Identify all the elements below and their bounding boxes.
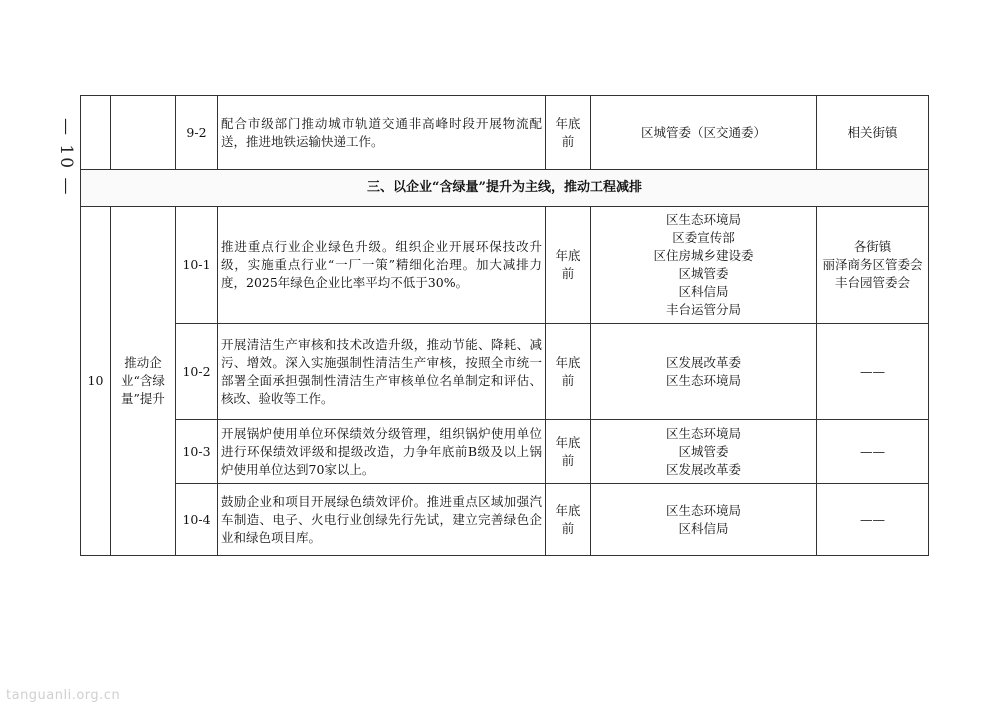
group-name: 推动企业“含绿量”提升 — [111, 207, 176, 556]
task-text: 开展锅炉使用单位环保绩效分级管理，组织锅炉使用单位进行环保绩效评级和提级改造，力争年底前B级及以上锅炉使用单位达到70家以上。 — [218, 420, 546, 484]
lead-dept-item: 区发展改革委 — [665, 354, 741, 370]
deadline: 年底前 — [546, 324, 591, 420]
lead-dept-item: 区生态环境局 — [665, 212, 741, 227]
lead-dept — [591, 207, 817, 324]
task-text: 鼓励企业和项目开展绿色绩效评价。推进重点区域加强汽车制造、电子、火电行业创绿先行先试，建立完善绿色企业和绿色项目库。 — [218, 484, 546, 556]
table-row — [81, 324, 929, 420]
group-number: 10 — [81, 207, 111, 556]
coop-dept-item: 丽泽商务区管委会 — [822, 257, 923, 272]
coop-dept-item: 丰台园管委会 — [834, 275, 910, 290]
lead-dept-item: 区生态环境局 — [665, 372, 741, 388]
deadline: 年底前 — [546, 420, 591, 484]
watermark: tanguanli.org.cn — [6, 688, 121, 703]
group-name-cell — [111, 96, 176, 170]
lead-dept-item: 区城管委 — [678, 266, 729, 281]
task-id: 10-2 — [176, 324, 218, 420]
section-title: 三、以企业“含绿量”提升为主线，推动工程减排 — [81, 170, 929, 207]
group-number-cell — [81, 96, 111, 170]
lead-dept-item: 丰台运管分局 — [665, 302, 741, 317]
lead-dept — [591, 324, 817, 420]
lead-dept-item: 区科信局 — [678, 520, 729, 536]
lead-dept: 区城管委（区交通委） — [591, 96, 817, 170]
task-text: 配合市级部门推动城市轨道交通非高峰时段开展物流配送，推进地铁运输快递工作。 — [218, 96, 546, 170]
deadline: 年底前 — [546, 207, 591, 324]
lead-dept-item: 区生态环境局 — [665, 502, 741, 518]
task-id: 10-3 — [176, 420, 218, 484]
section-row — [81, 170, 929, 207]
task-text: 推进重点行业企业绿色升级。组织企业开展环保技改升级，实施重点行业“一厂一策”精细化治理。加大减排力度，2025年绿色企业比率平均不低于30%。 — [218, 207, 546, 324]
lead-dept-item: 区发展改革委 — [665, 461, 741, 477]
task-id: 10-1 — [176, 207, 218, 324]
lead-dept-item: 区住房城乡建设委 — [653, 248, 754, 263]
lead-dept — [591, 484, 817, 556]
table-row — [81, 96, 929, 170]
task-text: 开展清洁生产审核和技术改造升级，推动节能、降耗、减污、增效。深入实施强制性清洁生产审核，按照全市统一部署全面承担强制性清洁生产审核单位名单制定和评估、核改、验收等工作。 — [218, 324, 546, 420]
table-row — [81, 207, 929, 324]
page-number: — 10 — — [56, 118, 76, 197]
coop-dept: —— — [817, 324, 929, 420]
lead-dept-item: 区委宣传部 — [672, 230, 735, 245]
deadline: 年底前 — [546, 484, 591, 556]
lead-dept-item: 区生态环境局 — [665, 425, 741, 441]
table-row — [81, 420, 929, 484]
lead-dept-item: 区城管委 — [678, 443, 729, 459]
deadline: 年底前 — [546, 96, 591, 170]
coop-dept — [817, 207, 929, 324]
coop-dept: —— — [817, 420, 929, 484]
coop-dept: 相关街镇 — [817, 96, 929, 170]
table-row — [81, 484, 929, 556]
lead-dept — [591, 420, 817, 484]
coop-dept: —— — [817, 484, 929, 556]
task-table — [80, 95, 929, 556]
coop-dept-item: 各街镇 — [853, 239, 892, 254]
lead-dept-item: 区科信局 — [678, 284, 729, 299]
task-id: 10-4 — [176, 484, 218, 556]
task-id: 9-2 — [176, 96, 218, 170]
